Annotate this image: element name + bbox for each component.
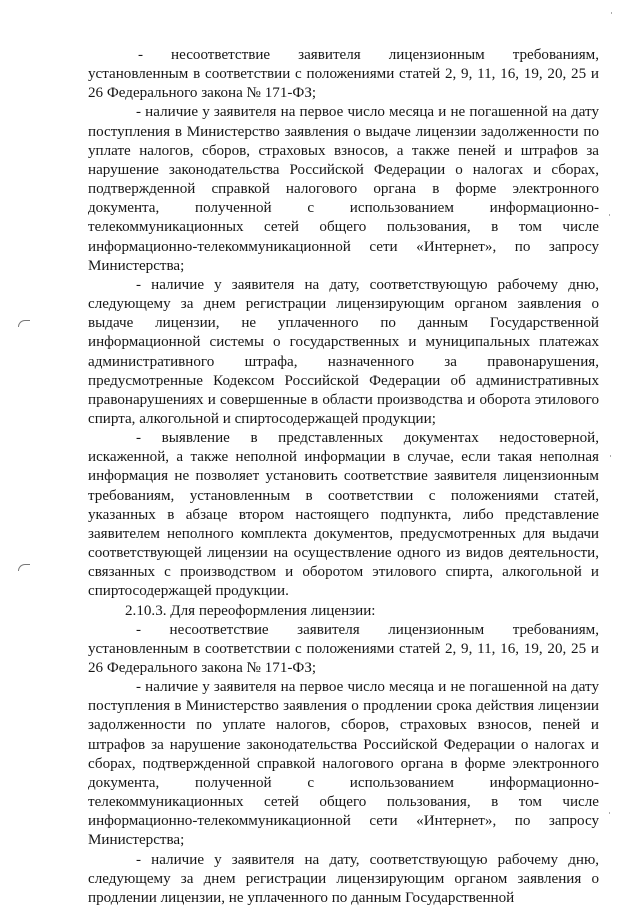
list-item: - наличие у заявителя на дату, соответствующую рабочему дню, следующему за днем регистрации лицензирующим органом заявления о выдаче лицензии, не уплаченного по данным Государственной информационной системы о государственных и муниципальных платежах административного штрафа, назначенного за правонарушения, предусмотренные Кодексом Российской Федерации об административных правонарушениях и совершенные в области производства и оборота этилового спирта, алкогольной и спиртосодержащей продукции;: [88, 276, 599, 427]
list-item: - несоответствие заявителя лицензионным требованиям, установленным в соответствии с положениями статей 2, 9, 11, 16, 19, 20, 25 и 26 Федерального закона № 171-ФЗ;: [88, 47, 599, 102]
scan-speck: [610, 455, 611, 457]
margin-mark: [18, 564, 30, 571]
list-item: - выявление в представленных документах недостоверной, искаженной, а также неполной информации в случае, если такая неполная информация не позволяет установить соответствие заявителя лицензионным требованиям, установленным в соответствии с положениями статей, указанных в абзаце втором настоящего подпункта, либо представление заявителем неполного комплекта документов, предусмотренных для выдачи соответствующей лицензии на осуществление одного из видов деятельности, связанных с производством и оборотом этилового спирта, алкогольной и спиртосодержащей продукции.: [88, 430, 599, 600]
scan-speck: [611, 12, 612, 14]
list-item: - наличие у заявителя на первое число месяца и не погашенной на дату поступления в Министерство заявления о продлении срока действия лицензии задолженности по уплате налогов, сборов, страховых взносов, пеней и штрафов за нарушение законодательства Российской Федерации о налогах и сборах, подтвержденной справкой налогового органа в форме электронного документа, полученной с использованием информационно-телекоммуникационных сетей общего пользования, в том числе информационно-телекоммуникационной сети «Интернет», по запросу Министерства;: [88, 679, 599, 849]
list-item: - наличие у заявителя на дату, соответствующую рабочему дню, следующему за днем регистрации лицензирующим органом заявления о продлении лицензии, не уплаченного по данным Государственной: [88, 851, 599, 906]
margin-mark: [18, 320, 30, 327]
scan-speck: [609, 812, 610, 814]
document-body: [88, 46, 599, 908]
list-item: - наличие у заявителя на первое число месяца и не погашенной на дату поступления в Министерство заявления о выдаче лицензии задолженности по уплате налогов, сборов, страховых взносов, а также пеней и штрафов за нарушение законодательства Российской Федерации о налогах и сборах, подтвержденной справкой налогового органа в форме электронного документа, полученной с использованием информационно-телекоммуникационных сетей общего пользования, в том числе информационно-телекоммуникационной сети «Интернет», по запросу Министерства;: [88, 104, 599, 274]
section-heading: 2.10.3. Для переоформления лицензии:: [125, 602, 376, 619]
list-item: - несоответствие заявителя лицензионным требованиям, установленным в соответствии с положениями статей 2, 9, 11, 16, 19, 20, 25 и 26 Федерального закона № 171-ФЗ;: [88, 621, 599, 676]
scan-speck: [609, 214, 610, 216]
